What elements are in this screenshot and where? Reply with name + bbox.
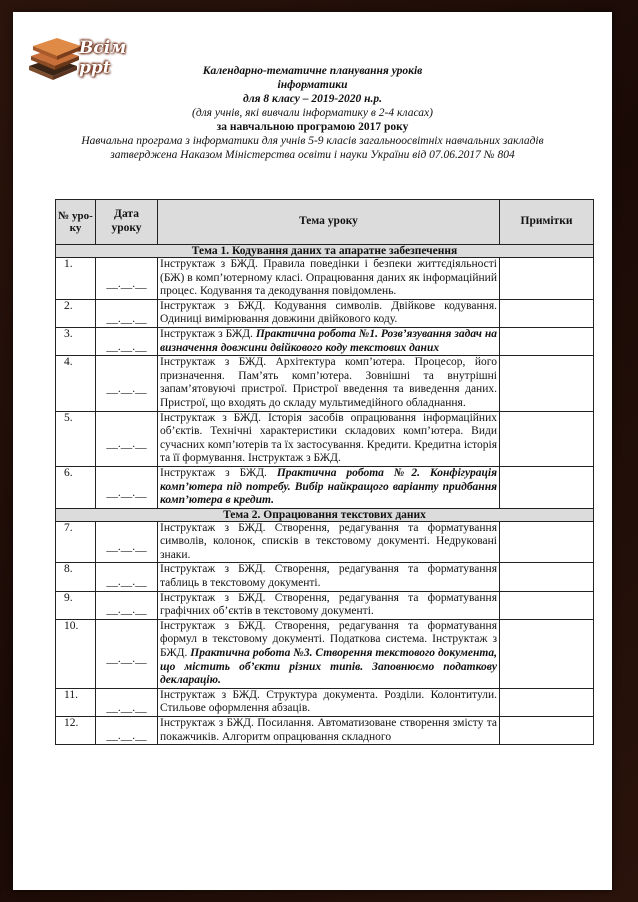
table-row <box>56 563 594 591</box>
table-row <box>56 717 594 745</box>
document-page <box>13 12 612 890</box>
lesson-notes <box>500 466 594 508</box>
lesson-number: 1. <box>56 258 96 300</box>
table-body <box>56 245 594 745</box>
lesson-date-cell <box>96 591 158 619</box>
lesson-number: 2. <box>56 299 96 327</box>
lesson-topic <box>158 688 500 716</box>
lesson-topic <box>158 411 500 466</box>
lesson-date-cell <box>96 619 158 688</box>
lesson-notes <box>500 411 594 466</box>
lesson-topic <box>158 327 500 355</box>
lesson-date: __.__.__ <box>106 382 147 395</box>
lesson-date-cell <box>96 717 158 745</box>
lesson-date: __.__.__ <box>106 486 147 499</box>
lesson-topic <box>158 619 500 688</box>
lesson-date-cell <box>96 356 158 411</box>
lesson-notes <box>500 521 594 563</box>
lesson-number: 4. <box>56 356 96 411</box>
lesson-number: 11. <box>56 688 96 716</box>
lesson-notes <box>500 619 594 688</box>
lesson-topic-text: Інструктаж з БЖД. Створення, редагування та форматування графічних об’єктів в текстовому документі. <box>160 591 497 618</box>
lesson-notes <box>500 299 594 327</box>
lesson-date: __.__.__ <box>106 701 147 714</box>
lesson-notes <box>500 717 594 745</box>
lesson-date: __.__.__ <box>106 312 147 325</box>
header-topic: Тема уроку <box>158 200 500 245</box>
section-title: Тема 1. Кодування даних та апаратне забезпечення <box>56 245 594 258</box>
lesson-topic-text: Інструктаж з БЖД. Архітектура комп’ютера. Процесор, його призначення. Пам’ять комп’ютера. Зовнішні та внутрішні запам’ятовуючі пристрої. Пристрої введення та виведення даних. Пристрої, що входять до складу мультимедійного обладнання. <box>160 356 497 409</box>
lesson-notes <box>500 591 594 619</box>
lesson-date-cell <box>96 258 158 300</box>
lesson-number: 10. <box>56 619 96 688</box>
lesson-date: __.__.__ <box>106 653 147 666</box>
lesson-date: __.__.__ <box>106 277 147 290</box>
section-row <box>56 508 594 521</box>
practical-work-text: Практична робота №1. Розв’язування задач на визначення довжини двійкового коду текстових даних <box>160 327 497 354</box>
lesson-topic-text: Інструктаж з БЖД. Структура документа. Розділи. Колонтитули. Стильове оформлення абзаців. <box>160 688 497 715</box>
lesson-notes <box>500 327 594 355</box>
header-date: Дата уроку <box>96 200 158 245</box>
section-row <box>56 245 594 258</box>
lesson-notes <box>500 356 594 411</box>
lesson-date: __.__.__ <box>106 541 147 554</box>
table-row <box>56 299 594 327</box>
table-row <box>56 356 594 411</box>
lesson-date: __.__.__ <box>106 729 147 742</box>
lesson-topic <box>158 521 500 563</box>
lesson-date: __.__.__ <box>106 604 147 617</box>
lesson-topic-text: Інструктаж з БЖД. <box>160 327 253 340</box>
lesson-topic-text: Інструктаж з БЖД. Кодування символів. Двійкове кодування. Одиниці вимірювання довжини двійкового коду. <box>160 299 497 326</box>
lesson-date-cell <box>96 299 158 327</box>
lesson-date-cell <box>96 521 158 563</box>
header-lesson-number: № уро-ку <box>56 200 96 245</box>
header-audience: (для учнів, які вивчали інформатику в 2-4 класах) <box>192 107 433 119</box>
lesson-date: __.__.__ <box>106 576 147 589</box>
section-title: Тема 2. Опрацювання текстових даних <box>56 508 594 521</box>
practical-work-text: Практична робота №3. Створення текстового документа, що містить об’єкти різних типів. Заповнюємо податкову декларацію. <box>160 647 497 687</box>
lesson-date-cell <box>96 327 158 355</box>
lesson-number: 7. <box>56 521 96 563</box>
table-row <box>56 258 594 300</box>
document-header <box>13 64 612 162</box>
table-row <box>56 327 594 355</box>
lesson-topic-text: Інструктаж з БЖД. Історія засобів опрацювання інформаційних об’єктів. Технічні характеристики складових комп’ютера. Види сучасних комп’ютерів та їх застосування. Кредити. Кредитна історія та її формування. Інструктаж з БЖД. <box>160 411 497 465</box>
lesson-number: 5. <box>56 411 96 466</box>
header-program-desc: Навчальна програма з інформатики для учнів 5-9 класів загальноосвітніх навчальних закладів <box>81 135 544 147</box>
header-subject: інформатики <box>277 79 348 91</box>
lesson-date-cell <box>96 688 158 716</box>
lesson-topic <box>158 466 500 508</box>
lesson-topic <box>158 563 500 591</box>
table-row <box>56 521 594 563</box>
header-grade-year: для 8 класу – 2019-2020 н.р. <box>243 93 382 105</box>
table-row <box>56 411 594 466</box>
lesson-date-cell <box>96 466 158 508</box>
lesson-date: __.__.__ <box>106 437 147 450</box>
table-row <box>56 619 594 688</box>
header-notes: Примітки <box>500 200 594 245</box>
lesson-date-cell <box>96 411 158 466</box>
lesson-number: 9. <box>56 591 96 619</box>
lesson-topic <box>158 591 500 619</box>
lesson-notes <box>500 563 594 591</box>
lesson-notes <box>500 688 594 716</box>
lesson-number: 3. <box>56 327 96 355</box>
table-header-row <box>56 200 594 245</box>
lesson-notes <box>500 258 594 300</box>
table-row <box>56 591 594 619</box>
lesson-topic <box>158 717 500 745</box>
header-order: затверджена Наказом Міністерства освіти і науки України від 07.06.2017 № 804 <box>110 149 515 161</box>
header-title: Календарно-тематичне планування уроків <box>202 65 423 77</box>
lesson-topic-text: Інструктаж з БЖД. Створення, редагування та форматування таблиць в текстовому документі. <box>160 563 497 590</box>
lesson-number: 8. <box>56 563 96 591</box>
table-row <box>56 466 594 508</box>
lesson-topic <box>158 299 500 327</box>
logo-text: Всім ppt <box>79 38 127 78</box>
lesson-topic-text: Інструктаж з БЖД. <box>160 466 267 479</box>
lesson-topic-text: Інструктаж з БЖД. Правила поведінки і безпеки життєдіяльності (БЖ) в комп’ютерному класі. Опрацювання даних як інформаційний процес. Кодування та декодування повідомлень. <box>160 258 497 298</box>
lesson-topic-text: Інструктаж з БЖД. Посилання. Автоматизоване створення змісту та покажчиків. Алгоритм опрацювання складного <box>160 717 497 743</box>
practical-work-text: Практична робота №2. Конфігурація комп’ютера під потребу. Вибір найкращого варіанту придбання комп’ютера в кредит. <box>160 466 498 507</box>
lesson-topic <box>158 258 500 300</box>
lesson-topic <box>158 356 500 411</box>
lesson-number: 6. <box>56 466 96 508</box>
lesson-number: 12. <box>56 717 96 745</box>
lesson-topic-text: Інструктаж з БЖД. Створення, редагування та форматування формул в текстовому документі. Податкова система. Інструктаж з БЖД. <box>160 619 497 660</box>
lesson-plan-table <box>55 199 594 745</box>
table-row <box>56 688 594 716</box>
header-program: за навчальною програмою 2017 року <box>216 121 409 133</box>
lesson-date-cell <box>96 563 158 591</box>
lesson-date: __.__.__ <box>106 340 147 353</box>
lesson-topic-text: Інструктаж з БЖД. Створення, редагування та форматування символів, колонок, списків в текстовому документі. Недруковані знаки. <box>160 521 497 561</box>
